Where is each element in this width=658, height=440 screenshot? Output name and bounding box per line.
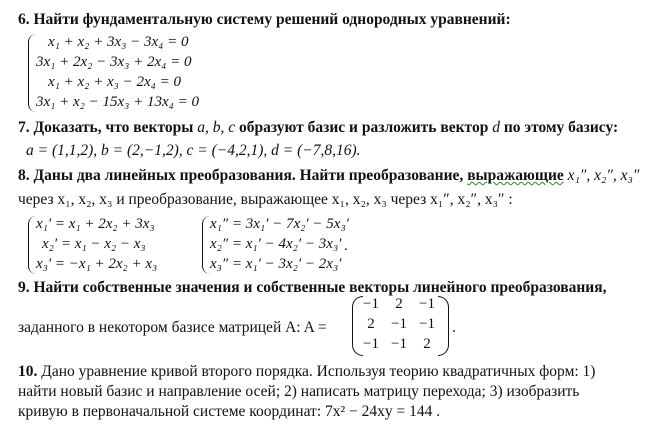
vector-d: d [492, 119, 500, 136]
equation: x₂″ = x₁′ − 4x₂′ − 3x₃′ [210, 236, 342, 252]
problem-7-title [18, 118, 618, 138]
problem-10-line2: найти новый базис и направление осей; 2) написать матрицу перехода; 3) изобразить [18, 383, 580, 400]
matrix-cell: −1 [419, 296, 435, 312]
vectors-abc: a, b, c [197, 119, 236, 136]
matrix-cell: −1 [391, 336, 407, 352]
equation: x₃′ = −x₁ + 2x₂ + x₃ [36, 256, 158, 272]
matrix-cell: 2 [367, 316, 375, 332]
matrix-cell: −1 [363, 336, 379, 352]
matrix-cell: −1 [391, 316, 407, 332]
equation: 3x₁ + x₂ − 15x₃ + 13x₄ = 0 [36, 94, 199, 110]
problem-6-title: 6. Найти фундаментальную систему решений однородных уравнений: [18, 11, 511, 28]
problem-7-title-c: по этому базису: [499, 119, 619, 136]
right-paren [438, 296, 449, 356]
problem-8-line2: через x₁, x₂, x₃ и преобразование, выражающее x₁, x₂, x₃ через x₁″, x₂″, x₃″ : [18, 191, 513, 208]
equation: x₁′ = x₁ + 2x₂ + 3x₃ [36, 216, 155, 232]
matrix-cell: −1 [363, 296, 379, 312]
equation: x₂′ = x₁ − x₂ − x₃ [42, 236, 146, 252]
problem-8-title-wavy: выражающие [467, 167, 564, 184]
problem-10-line1 [18, 362, 595, 382]
problem-8-title-a: 8. Даны два линейных преобразования. Найти преобразование, [18, 167, 468, 184]
matrix-cell: 2 [423, 336, 431, 352]
problem-10-line1-text: Дано уравнение кривой второго порядка. Используя теорию квадратичных форм: 1) [37, 363, 596, 380]
system-end: . [344, 238, 348, 254]
matrix-a [352, 296, 452, 358]
problem-9-title: 9. Найти собственные значения и собственные векторы линейного преобразования, [18, 279, 607, 296]
equation: 3x₁ + 2x₂ − 3x₃ + 2x₄ = 0 [36, 54, 192, 70]
problem-8-title [18, 166, 639, 186]
problem-7-values: a = (1,1,2), b = (2,−1,2), c = (−4,2,1), d = (−7,8,16). [26, 142, 361, 159]
problem-7-title-b: образуют базис и разложить вектор [235, 119, 493, 136]
matrix-cell: −1 [419, 316, 435, 332]
equation: x₃″ = x₁′ − 3x₂′ − 2x₃′ [210, 256, 342, 272]
problem-9-end: . [452, 319, 456, 336]
problem-9-line2: заданного в некотором базисе матрицей A: A = [18, 319, 327, 336]
equation: x₁ + x₂ + x₃ − 2x₄ = 0 [48, 74, 181, 90]
problem-7-title-a: 7. Доказать, что векторы [18, 119, 198, 136]
equation: x₁″ = 3x₁′ − 7x₂′ − 5x₃′ [210, 216, 349, 232]
matrix-cell: 2 [395, 296, 403, 312]
equation: x₁ + x₂ + 3x₃ − 3x₄ = 0 [48, 34, 189, 50]
problem-10-line3: кривую в первоначальной системе координат: 7x² − 24xy = 144 . [18, 403, 441, 420]
problem-8-title-vars: x₁″, x₂″, x₃″ [563, 167, 640, 184]
problem-10-number: 10. [18, 363, 38, 380]
